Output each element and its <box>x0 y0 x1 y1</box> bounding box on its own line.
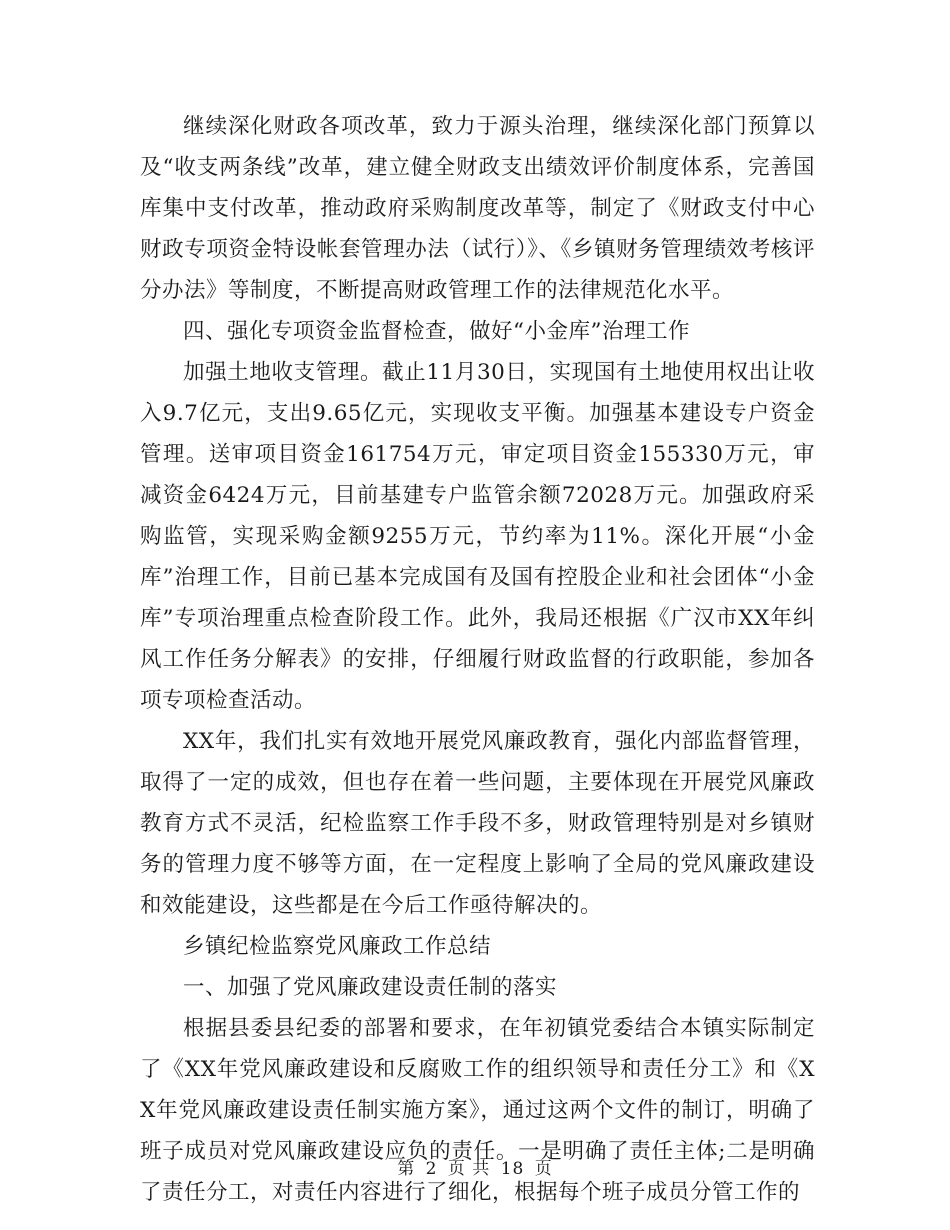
section-heading-four: 四、强化专项资金监督检查，做好“小金库”治理工作 <box>183 319 690 344</box>
paragraph-land-revenue: 加强土地收支管理。截止11月30日，实现国有土地使用权出让收入9.7亿元，支出9.65亿元，实现收支平衡。加强基本建设专户资金管理。送审项目资金161754万元，审定项目资金155330万元，审减资金6424万元，目前基建专户监管余额72028万元。加强政府采购监管，实现采购金额9255万元，节约率为11%。深化开展“小金库”治理工作，目前已基本完成国有及国有控股企业和社会团体“小金库”专项治理重点检查阶段工作。此外，我局还根据《广汉市XX年纠风工作任务分解表》的安排，仔细履行财政监督的行政职能，参加各项专项检查活动。 <box>140 360 815 713</box>
footer-middle: 页 共 <box>447 1159 491 1179</box>
footer-prefix: 第 <box>397 1159 416 1179</box>
section-heading-one: 一、加强了党风廉政建设责任制的落实 <box>183 975 558 1000</box>
footer-suffix: 页 <box>534 1159 553 1179</box>
paragraph-responsibility: 根据县委县纪委的部署和要求，在年初镇党委结合本镇实际制定了《XX年党风廉政建设和反腐败工作的组织领导和责任分工》和《XX年党风廉政建设责任制实施方案》，通过这两个文件的制订，明确了班子成员对党风廉政建设应负的责任。一是明确了责任主体;二是明确了责任分工，对责任内容进行了细化，根据每个班子成员分管工作的 <box>140 1016 815 1205</box>
footer-page-number: 2 <box>425 1159 438 1179</box>
paragraph-fiscal-reform: 继续深化财政各项改革，致力于源头治理，继续深化部门预算以及“收支两条线”改革，建立健全财政支出绩效评价制度体系，完善国库集中支付改革，推动政府采购制度改革等，制定了《财政支付中心财政专项资金特设帐套管理办法（试行）》、《乡镇财务管理绩效考核评分办法》等制度，不断提高财政管理工作的法律规范化水平。 <box>140 114 815 303</box>
paragraph-summary-issues: XX年，我们扎实有效地开展党风廉政教育，强化内部监督管理，取得了一定的成效，但也存在着一些问题，主要体现在开展党风廉政教育方式不灵活，纪检监察工作手段不多，财政管理特别是对乡镇财务的管理力度不够等方面，在一定程度上影响了全局的党风廉政建设和效能建设，这些都是在今后工作亟待解决的。 <box>140 729 815 918</box>
footer-total-pages: 18 <box>500 1159 525 1179</box>
document-body <box>140 106 815 1213</box>
document-title: 乡镇纪检监察党风廉政工作总结 <box>183 934 492 959</box>
page-footer <box>0 1154 950 1179</box>
